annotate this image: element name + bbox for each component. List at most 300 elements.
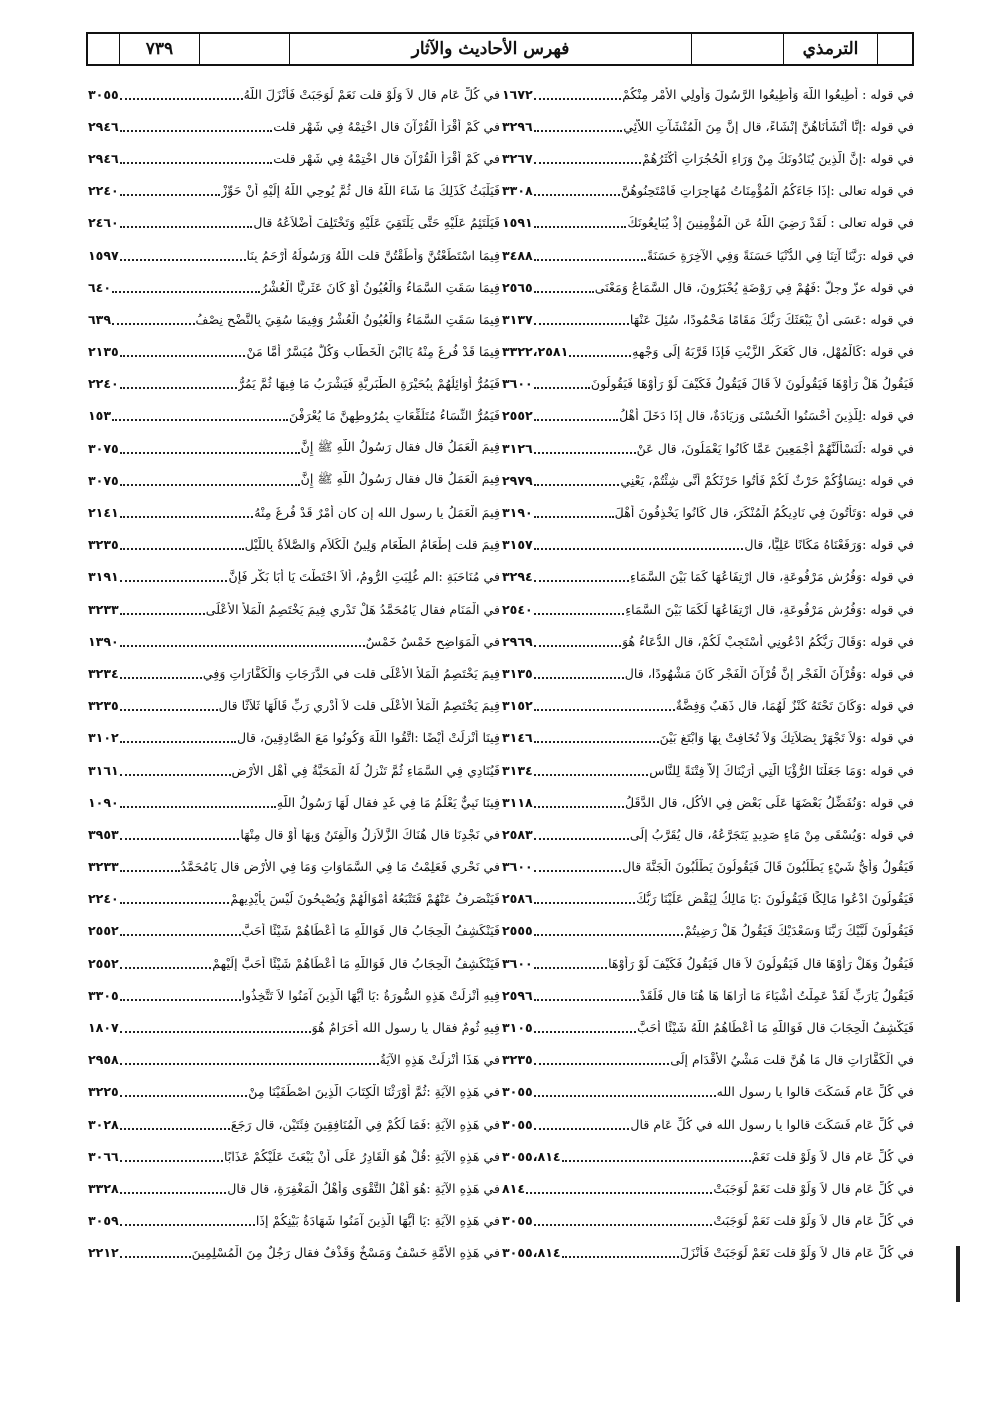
hadith-number: ٣١٣٤ (502, 762, 533, 778)
index-entry (502, 1011, 914, 1043)
index-entry (502, 625, 914, 657)
dot-leader (534, 732, 659, 743)
index-entry (88, 464, 500, 496)
index-entry (502, 561, 914, 593)
entry-text: في كُلِّ عَامٍ فَسَكَتَ قالوا يا رسول الله في كُلِّ عَامٍ قال (630, 1116, 914, 1132)
hadith-number: ٢٥٨٣ (502, 826, 533, 842)
entry-text: فَيَقُولُ وَهَلْ رَأَوْهَا قال فَيَقُولُونَ لاَ قال فَيَقُولُ فَكَيْفَ لَوْ رَأَوْهَا (608, 955, 914, 971)
entry-text: فَيَمُرُّ أَوَائِلُهُمْ بِبُحَيْرَةِ الطَّبَرِيَّةِ فَيَشْرَبُ مَا فِيهَا ثُمَّ يَمُرُّ (238, 376, 500, 392)
dot-leader (534, 958, 607, 969)
index-entry (502, 529, 914, 561)
index-entry (88, 239, 500, 271)
dot-leader (534, 282, 594, 293)
entry-text: في قوله :نِسَاؤُكُمْ حَرْثٌ لَكُمْ فَأْتُوا حَرْثَكُمْ أَنَّى شِئْتُمْ، يَعْنِي (620, 472, 914, 488)
entry-text: في هَذِهِ الأُمَّةِ خَسْفٌ وَمَسْخٌ وَقَذْفٌ فقال رَجُلٌ مِنَ الْمُسْلِمِينَ (191, 1245, 500, 1261)
entry-text: فِيمَ قلت إِطْعَامُ الطَّعَامِ وَلِينُ الْكَلاَمِ وَالصَّلاَةُ بِاللَّيْلِ (244, 537, 500, 553)
dot-leader (534, 700, 675, 711)
index-entry (502, 1172, 914, 1204)
entry-text: في قوله :وَلاَ تَجْهَرْ بِصَلاَتِكَ وَلاَ تُخَافِتْ بِهَا وَابْتَغِ بَيْنَ (659, 730, 914, 746)
entry-text: في قوله :إِنَّ الَّذِينَ يُنَادُونَكَ مِنْ وَرَاءِ الْحُجُرَاتِ أَكْثَرُهُمْ (642, 150, 914, 166)
entry-text: في قوله :وَقُرْآنَ الْفَجْرِ إِنَّ قُرْآنَ الْفَجْرِ كَانَ مَشْهُودًا، قال (624, 665, 914, 681)
hadith-number: ٢٥٨٦ (502, 891, 533, 907)
hadith-number: ٢٩٤٦ (88, 118, 119, 134)
dot-leader (534, 1086, 716, 1097)
hadith-number: ٣٢٣٣ (88, 601, 119, 617)
entry-text: فِيهِ ثُومٌ فقال يا رسول الله أَحَرَامٌ هُوَ (311, 1020, 500, 1036)
index-entry (88, 1140, 500, 1172)
entry-text: في قوله :وَتَأْتُونَ فِي نَادِيكُمُ الْمُنْكَرَ، قال كَانُوا يَخْذِفُونَ أَهْلَ (614, 505, 914, 521)
entry-text: فَيَنْصَرِفُ عَنْهُمْ فَتَتْبَعُهُ أَمْوَالُهُمْ وَيُصْبِحُونَ لَيْسَ بِأَيْدِيهِمْ (230, 891, 500, 907)
dot-leader (526, 1183, 712, 1194)
index-entry (88, 1237, 500, 1269)
index-entry (502, 690, 914, 722)
dot-leader (120, 1054, 379, 1065)
index-entry (502, 336, 914, 368)
index-entry (88, 915, 500, 947)
index-entry (502, 207, 914, 239)
hadith-number: ٣٢٣٥ (502, 1052, 533, 1068)
hadith-number: ٢٥٦٥ (502, 279, 533, 295)
left-column (88, 78, 500, 1269)
margin-mark (956, 1246, 960, 1302)
hadith-number: ٢٢٤٠ (88, 183, 119, 199)
dot-leader (534, 797, 624, 808)
entry-text: فَيَنْكَشِفُ الْحِجَابُ قال فَوَاللَّهِ مَا أَعْطَاهُمْ شَيْئًا أَحَبَّ (241, 923, 500, 939)
entry-text: في هَذَا أُنْزِلَتْ هَذِهِ الآيَةُ (379, 1052, 500, 1068)
entry-text: فِيمَا اسْتَطَعْتُنَّ وَأَطَقْتُنَّ قلت اللَّهُ وَرَسُولُهُ أَرْحَمُ بِنَا (246, 247, 500, 263)
hadith-number: ٣٢٦٧ (502, 150, 533, 166)
dot-leader (534, 1215, 713, 1226)
dot-leader (534, 1022, 636, 1033)
dot-leader (534, 410, 618, 421)
entry-text: في قوله :وَكَانَ تَحْتَهُ كَنْزٌ لَهُمَا، قال ذَهَبٌ وَفِضَّةٌ (675, 698, 914, 714)
index-entry (502, 947, 914, 979)
dot-leader (120, 732, 236, 743)
hadith-number: ٣١٠٢ (88, 730, 119, 746)
hadith-number: ١٥٣ (88, 408, 112, 424)
index-entry (502, 1076, 914, 1108)
entry-text: فَيَلْتَئِمُ عَلَيْهِ حَتَّى يَلْتَقِيَ عَلَيْهِ وَتَخْتَلِفَ أَضْلاَعُهُ قال (253, 215, 500, 231)
index-entry (88, 207, 500, 239)
header-cell-empty (200, 34, 290, 64)
index-entry (502, 851, 914, 883)
entry-text: فَيَمُرُّ النِّسَاءُ مُتَلَفِّعَاتٍ بِمُرُوطِهِنَّ مَا يُعْرَفْنَ (288, 408, 500, 424)
hadith-number: ٣١٩١ (88, 569, 119, 585)
index-entry (502, 1044, 914, 1076)
hadith-number: ٣٩٥٣ (88, 826, 119, 842)
index-entry (88, 690, 500, 722)
entry-text: فَيَقُولُ وَأَيُّ شَيْءٍ يَطْلُبُونَ قَالَ فَيَقُولُونَ يَطْلُبُونَ الْجَنَّةَ قال (622, 859, 914, 875)
index-entry (88, 947, 500, 979)
hadith-number: ١٠٩٠ (88, 794, 119, 810)
dot-leader (534, 443, 636, 454)
dot-leader (534, 925, 683, 936)
hadith-number: ٣١١٨ (502, 794, 533, 810)
dot-leader (534, 990, 639, 1001)
index-entry (88, 1172, 500, 1204)
hadith-number: ٣٠٥٥،٨١٤ (502, 1148, 561, 1164)
entry-text: فَيَقُولُونَ لَبَّيْكَ رَبَّنَا وَسَعْدَيْكَ فَيَقُولُ هَلْ رَضِيتُمْ (684, 923, 914, 939)
dot-leader (120, 1151, 223, 1162)
dot-leader (534, 539, 744, 550)
hadith-number: ٣٠٢٨ (88, 1116, 119, 1132)
hadith-number: ٢٥٥٢ (88, 955, 119, 971)
entry-text: في الْكَفَّارَاتِ قال مَا هُنَّ قلت مَشْيُ الأَقْدَامِ إِلَى (670, 1052, 914, 1068)
index-entry (88, 529, 500, 561)
index-entry (502, 432, 914, 464)
entry-text: فِيمَ يَخْتَصِمُ الْمَلأُ الأَعْلَى قلت في الدَّرَجَاتِ وَالْكَفَّارَاتِ وَفِي (202, 665, 500, 681)
index-entry (88, 142, 500, 174)
dot-leader (120, 475, 300, 486)
entry-text: في قوله : أَطِيعُوا اللَّهَ وَأَطِيعُوا الرَّسُولَ وَأُولِي الأَمْرِ مِنْكُمْ (622, 86, 914, 102)
index-entry (502, 496, 914, 528)
hadith-number: ٣٣٠٥ (88, 987, 119, 1003)
entry-text: فِيمَ يَخْتَصِمُ الْمَلأُ الأَعْلَى قلت لاَ أَدْرِي رَبِّ قَالَهَا ثَلاَثًا قال (218, 698, 500, 714)
index-entry (88, 1011, 500, 1043)
entry-text: فَيَلْبَثُ كَذَلِكَ مَا شَاءَ اللَّهُ قال ثُمَّ يُوحِي اللَّهُ إِلَيْهِ أَنْ حَوِّزْ (221, 183, 500, 199)
entry-text: في نَحْرِي فَعَلِمْتُ مَا فِي السَّمَاوَاتِ وَمَا فِي الأَرْضِ قال يَامُحَمَّدُ (180, 859, 500, 875)
index-entry (502, 142, 914, 174)
entry-text: فِيهِ أُنْزِلَتْ هَذِهِ السُّورَةُ :يَا أَيُّهَا الَّذِينَ آمَنُوا لاَ تَتَّخِذُوا (241, 987, 500, 1003)
index-entry (502, 175, 914, 207)
entry-text: في كُلِّ عَامٍ قال لاَ وَلَوْ قلت نَعَمْ لَوَجَبَتْ (713, 1213, 914, 1229)
hadith-number: ٣١٥٧ (502, 537, 533, 553)
hadith-number: ٨١٤ (502, 1180, 526, 1196)
index-entry (88, 625, 500, 657)
hadith-number: ٣٣٢٨ (88, 1180, 119, 1196)
index-entry (88, 1205, 500, 1237)
hadith-number: ٣١٠٥ (502, 1020, 533, 1036)
entry-text: في مُنَاحَبَةِ :الم غُلِبَتِ الرُّومُ، أَلاَ احْتَطْتَ يَا أَبَا بَكْرٍ فَإِنَّ (228, 569, 500, 585)
index-entry (502, 883, 914, 915)
hadith-number: ٢٥٩٦ (502, 987, 533, 1003)
dot-leader (120, 861, 180, 872)
dot-leader (534, 893, 635, 904)
entry-text: في قوله :وَفُرُشٍ مَرْفُوعَةٍ، قال ارْتِفَاعُهَا لَكَمَا بَيْنَ السَّمَاءِ (625, 601, 914, 617)
hadith-number: ٣٢٣٥ (88, 698, 119, 714)
entry-text: في كَمْ أَقْرَأُ الْقُرْآنَ قال اخْتِمْهُ فِي شَهْرٍ قلت (273, 118, 500, 134)
index-entry (88, 271, 500, 303)
hadith-number: ٦٣٩ (88, 311, 112, 327)
hadith-number: ١٥٩١ (502, 215, 533, 231)
hadith-number: ٣٦٠٠ (502, 955, 533, 971)
hadith-number: ٣١٤٦ (502, 730, 533, 746)
dot-leader (562, 1247, 679, 1258)
index-entry (88, 175, 500, 207)
index-entry (88, 400, 500, 432)
dot-leader (120, 507, 253, 518)
entry-text: فَيَقُولُ هَلْ رَأَوْهَا فَيَقُولُونَ لاَ قَالَ فَيَقُولُ فَكَيْفَ لَوْ رَأَوْهَا فَيَقُولُونَ (590, 376, 914, 392)
dot-leader (534, 1054, 669, 1065)
entry-text: في قوله :وَقَالَ رَبُّكُمُ ادْعُونِي أَسْتَجِبْ لَكُمْ، قال الدُّعَاءُ هُوَ (621, 633, 914, 649)
index-entry (88, 110, 500, 142)
index-entry (502, 368, 914, 400)
page-title: فهرس الأحاديث والآثار (290, 34, 692, 64)
hadith-number: ٣٦٠٠ (502, 376, 533, 392)
dot-leader (120, 829, 240, 840)
entry-text: فِينَا نَبِيٌّ يَعْلَمُ مَا فِي غَدٍ فقال لَهَا رَسُولُ اللَّهِ (276, 794, 500, 810)
right-column (502, 78, 914, 1269)
entry-text: فِيمَ الْعَمَلُ قال فقال رَسُولُ اللَّهِ ﷺ إِنَّ (300, 438, 500, 454)
hadith-number: ٣٣٢٢،٢٥٨١ (502, 344, 569, 360)
entry-text: فِيمَا سَقَتِ السَّمَاءُ وَالْعُيُونُ الْعُشْرُ وَفِيمَا سُقِيَ بِالنَّضْحِ نِصْفُ (195, 311, 500, 327)
book-name: الترمذي (784, 34, 878, 64)
hadith-number: ٣٢٩٦ (502, 118, 533, 134)
hadith-number: ٣٦٠٠ (502, 859, 533, 875)
dot-leader (120, 346, 246, 357)
dot-leader (534, 765, 648, 776)
dot-leader (534, 507, 614, 518)
dot-leader (534, 185, 620, 196)
index-entry (88, 1044, 500, 1076)
entry-text: فِيمَ الْعَمَلُ يا رسول الله إن كان أَمْرٌ قَدْ فُرِغَ مِنْهُ (254, 505, 500, 521)
entry-text: في قوله :كَالْمُهْلِ، قال كَعَكَرِ الزَّيْتِ فَإِذَا قَرَّبَهُ إِلَى وَجْهِهِ (632, 344, 914, 360)
index-entry (88, 979, 500, 1011)
hadith-number: ٢١٤١ (88, 505, 119, 521)
entry-text: في قوله :وَيُسْقَى مِنْ مَاءٍ صَدِيدٍ يَتَجَرَّعُهُ، قال يُقَرَّبُ إِلَى (629, 826, 914, 842)
index-entry (88, 818, 500, 850)
index-entry (502, 786, 914, 818)
index-entry (502, 464, 914, 496)
hadith-number: ١٥٩٧ (88, 247, 119, 263)
hadith-number: ٦٤٠ (88, 279, 112, 295)
hadith-number: ٣١٩٠ (502, 505, 533, 521)
dot-leader (534, 475, 620, 486)
index-entry (502, 979, 914, 1011)
index-entry (502, 239, 914, 271)
hadith-number: ٣٠٦٦ (88, 1148, 119, 1164)
entry-text: في كَمْ أَقْرَأُ الْقُرْآنَ قال اخْتِمْهُ فِي شَهْرٍ قلت (273, 150, 500, 166)
index-entry (88, 883, 500, 915)
entry-text: فِيمَا قَدْ فُرِغَ مِنْهُ يَاابْنَ الْخَطَّابِ وَكُلٌّ مُيَسَّرٌ أَمَّا مَنْ (246, 344, 500, 360)
index-entry (502, 110, 914, 142)
hadith-number: ٢٩٦٩ (502, 633, 533, 649)
hadith-number: ٢٩٥٨ (88, 1052, 119, 1068)
entry-text: في كُلِّ عَامٍ قال لاَ وَلَوْ قلت نَعَمْ لَوَجَبَتْ فَأَنْزَلَ اللَّهُ (243, 86, 500, 102)
hadith-number: ٣٢٣٣ (88, 859, 119, 875)
index-entry (88, 303, 500, 335)
dot-leader (534, 121, 623, 132)
index-entry (88, 78, 500, 110)
entry-text: في قوله تعالى : لَقَدْ رَضِيَ اللَّهُ عَنِ الْمُؤْمِنِينَ إِذْ يُبَايِعُونَكَ (627, 215, 914, 231)
dot-leader (120, 1247, 191, 1258)
dot-leader (534, 636, 621, 647)
dot-leader (120, 571, 228, 582)
dot-leader (120, 250, 246, 261)
entry-text: في قوله :رَبَّنَا آتِنَا فِي الدُّنْيَا حَسَنَةً وَفِي الآخِرَةِ حَسَنَةً (646, 247, 914, 263)
dot-leader (120, 925, 241, 936)
index-entry (502, 818, 914, 850)
dot-leader (120, 443, 300, 454)
entry-text: في هَذِهِ الآيَةِ :قُلْ هُوَ الْقَادِرُ عَلَى أَنْ يَبْعَثَ عَلَيْكُمْ عَذَابًا (224, 1148, 500, 1164)
hadith-number: ٣٤٨٨ (502, 247, 533, 263)
hadith-number: ٢٥٤٠ (502, 601, 533, 617)
index-entry (88, 368, 500, 400)
hadith-number: ٣٠٥٥،٨١٤ (502, 1245, 561, 1261)
page-header (86, 32, 914, 66)
header-cell-empty (878, 34, 912, 64)
entry-text: في قوله :لَنَسْأَلَنَّهُمْ أَجْمَعِينَ عَمَّا كَانُوا يَعْمَلُونَ، قال عَنْ (636, 440, 914, 456)
entry-text: فَيُنَادِي فِي السَّمَاءِ ثُمَّ تَنْزِلُ لَهُ الْمَحَبَّةُ فِي أَهْلِ الأَرْضِ (231, 762, 500, 778)
hadith-number: ٣٢٩٤ (502, 569, 533, 585)
entry-text: في كُلِّ عَامٍ قال لاَ وَلَوْ قلت نَعَمْ لَوَجَبَتْ (713, 1180, 914, 1196)
dot-leader (120, 1119, 230, 1130)
dot-leader (534, 861, 622, 872)
dot-leader (120, 1215, 255, 1226)
entry-text: في قوله :وَرَفَعْنَاهُ مَكَانًا عَلِيًّا، قال (744, 537, 914, 553)
entry-text: في الْمَنَامِ فقال يَامُحَمَّدُ هَلْ تَدْرِي فِيمَ يَخْتَصِمُ الْمَلأُ الأَعْلَى (205, 601, 500, 617)
entry-text: فَيَكْشِفُ الْحِجَابَ قال فَوَاللَّهِ مَا أَعْطَاهُمُ اللَّهُ شَيْئًا أَحَبَّ (637, 1020, 914, 1036)
entry-text: فَيَنْكَشِفُ الْحِجَابُ قال فَوَاللَّهِ مَا أَعْطَاهُمْ شَيْئًا أَحَبَّ إِلَيْهِمْ (212, 955, 500, 971)
index-entry (88, 1108, 500, 1140)
dot-leader (120, 765, 231, 776)
dot-leader (120, 958, 212, 969)
dot-leader (562, 1151, 751, 1162)
dot-leader (120, 1086, 247, 1097)
dot-leader (120, 153, 272, 164)
index-entry (88, 432, 500, 464)
entry-text: في الْمَوَاضِحِ خَمْسٌ خَمْسٌ (365, 633, 500, 649)
entry-text: فَيَقُولُ يَارَبِّ لَقَدْ عَمِلْتُ أَشْيَاءَ مَا أَرَاهَا هَا هُنَا قال فَلَقَدْ (640, 987, 914, 1003)
dot-leader (120, 990, 241, 1001)
hadith-number: ٢١٣٥ (88, 344, 119, 360)
dot-leader (534, 153, 642, 164)
dot-leader (120, 378, 237, 389)
index-entry (88, 754, 500, 786)
dot-leader (120, 185, 220, 196)
hadith-number: ٢٢٤٠ (88, 891, 119, 907)
dot-leader (120, 1183, 227, 1194)
dot-leader (120, 797, 276, 808)
hadith-number: ٣٠٥٩ (88, 1213, 119, 1229)
dot-leader (112, 282, 260, 293)
dot-leader (534, 1119, 630, 1130)
entry-text: في قوله :لِلَّذِينَ أَحْسَنُوا الْحُسْنَى وَزِيَادَةٌ، قال إِذَا دَخَلَ أَهْلُ (619, 408, 914, 424)
index-entry (502, 915, 914, 947)
entry-text: في هَذِهِ الآيَةِ :يَا أَيُّهَا الَّذِينَ آمَنُوا شَهَادَةُ بَيْنِكُمْ إِذَا (255, 1213, 500, 1229)
entry-text: في كُلِّ عَامٍ فَسَكَتَ قالوا يا رسول الله (716, 1084, 914, 1100)
entry-text: في قوله :إِنَّا أَنْشَأْنَاهُنَّ إِنْشَاءً، قال إِنَّ مِنَ الْمُنْشَآتِ اللاَّئِي (623, 118, 914, 134)
hadith-number: ١٨٠٧ (88, 1020, 119, 1036)
hadith-number: ٢٢٤٠ (88, 376, 119, 392)
hadith-number: ٣٠٥٥ (502, 1213, 533, 1229)
dot-leader (534, 314, 629, 325)
index-entry (502, 657, 914, 689)
index-entry (502, 400, 914, 432)
dot-leader (534, 217, 627, 228)
index-entry (502, 78, 914, 110)
hadith-number: ٢٩٤٦ (88, 150, 119, 166)
dot-leader (120, 636, 365, 647)
dot-leader (120, 1022, 311, 1033)
index-entry (88, 851, 500, 883)
hadith-number: ٢٩٧٩ (502, 472, 533, 488)
hadith-number: ٢٤٦٠ (88, 215, 119, 231)
index-entry (502, 754, 914, 786)
entry-text: فِينَا أُنْزِلَتْ أَيْضًا :اتَّقُوا اللَّهَ وَكُونُوا مَعَ الصَّادِقِينَ، قال (236, 730, 500, 746)
hadith-number: ٢٥٥٥ (502, 923, 533, 939)
entry-text: في هَذِهِ الآيَةِ :فَمَا لَكُمْ فِي الْمُنَافِقِينَ فِئَتَيْنِ، قال رَجَعَ (230, 1116, 500, 1132)
hadith-number: ٣٣٠٨ (502, 183, 533, 199)
index-entry (502, 1108, 914, 1140)
dot-leader (120, 89, 243, 100)
entry-text: في قوله عزّ وجلّ :فَهُمْ فِي رَوْضَةٍ يُحْبَرُونَ، قال السَّمَاعُ وَمَعْنَى (594, 279, 914, 295)
hadith-number: ٣٢٢٥ (88, 1084, 119, 1100)
hadith-number: ٣٠٥٥ (502, 1116, 533, 1132)
entry-text: فِيمَا سَقَتِ السَّمَاءُ وَالْعُيُونُ أَوْ كَانَ عَثَرِيًّا الْعُشْرُ (261, 279, 500, 295)
hadith-number: ٣٠٧٥ (88, 440, 119, 456)
entry-text: في قوله تعالى :إِذَا جَاءَكُمُ الْمُؤْمِنَاتُ مُهَاجِرَاتٍ فَامْتَحِنُوهُنَّ (620, 183, 914, 199)
hadith-number: ١٣٩٠ (88, 633, 119, 649)
hadith-number: ٣١٣٧ (502, 311, 533, 327)
entry-text: في نَجْدِنَا قال هُنَاكَ الزَّلاَزِلُ وَالْفِتَنُ وَبِهَا أَوْ قال مِنْهَا (240, 826, 500, 842)
index-entry (88, 336, 500, 368)
hadith-number: ٢٥٥٢ (502, 408, 533, 424)
index-entry (88, 1076, 500, 1108)
index-entry (88, 561, 500, 593)
dot-leader (120, 604, 205, 615)
header-cell-empty (692, 34, 784, 64)
index-entry (88, 657, 500, 689)
dot-leader (120, 668, 202, 679)
hadith-number: ٣٢٣٤ (88, 665, 119, 681)
dot-leader (534, 250, 646, 261)
entry-text: في قوله :عَسَى أَنْ يَبْعَثَكَ رَبُّكَ مَقَامًا مَحْمُودًا، سُئِلَ عَنْهَا (629, 311, 914, 327)
dot-leader (534, 829, 629, 840)
page-number: ٧٣٩ (120, 34, 200, 64)
dot-leader (534, 89, 621, 100)
dot-leader (120, 121, 272, 132)
dot-leader (120, 700, 218, 711)
entry-text: في قوله :وَنُفَضِّلُ بَعْضَهَا عَلَى بَعْضٍ فِي الأُكُلِ، قال الدَّقَلُ (625, 794, 914, 810)
entry-text: فَيَقُولُونَ ادْعُوا مَالِكًا فَيَقُولُونَ :يَا مَالِكُ لِيَقْضِ عَلَيْنَا رَبُّكَ (636, 891, 914, 907)
index-entry (502, 722, 914, 754)
hadith-number: ٣١٦١ (88, 762, 119, 778)
index-entry (502, 1140, 914, 1172)
header-cell-empty (88, 34, 120, 64)
dot-leader (112, 410, 288, 421)
index-entry (502, 1237, 914, 1269)
index-entry (88, 496, 500, 528)
hadith-number: ٣٢٣٥ (88, 537, 119, 553)
index-entry (88, 786, 500, 818)
hadith-number: ٢٢١٢ (88, 1245, 119, 1261)
dot-leader (534, 571, 629, 582)
index-entry (88, 593, 500, 625)
dot-leader (120, 539, 244, 550)
index-entry (502, 271, 914, 303)
dot-leader (112, 314, 194, 325)
dot-leader (534, 668, 624, 679)
hadith-number: ٣١٥٢ (502, 698, 533, 714)
hadith-number: ٢٥٥٢ (88, 923, 119, 939)
dot-leader (534, 378, 590, 389)
entry-text: في قوله :وَفُرُشٍ مَرْفُوعَةٍ، قال ارْتِفَاعُهَا كَمَا بَيْنَ السَّمَاءِ (630, 569, 914, 585)
entry-text: في كُلِّ عَامٍ قال لاَ وَلَوْ قلت نَعَمْ لَوَجَبَتْ فَأَنْزَلَ (679, 1245, 914, 1261)
entry-text: في هَذِهِ الآيَةِ :هُوَ أَهْلُ التَّقْوَى وَأَهْلُ الْمَغْفِرَةِ، قال قال (227, 1180, 500, 1196)
hadith-number: ٣٠٥٥ (88, 86, 119, 102)
index-entry (88, 722, 500, 754)
index-entry (502, 1205, 914, 1237)
hadith-number: ١٦٧٢ (502, 86, 533, 102)
index-entry (502, 593, 914, 625)
hadith-number: ٣٠٥٥ (502, 1084, 533, 1100)
dot-leader (569, 346, 631, 357)
dot-leader (120, 893, 230, 904)
entry-text: في كُلِّ عَامٍ قال لاَ وَلَوْ قلت نَعَمْ (751, 1148, 914, 1164)
dot-leader (120, 217, 253, 228)
hadith-number: ٣١٣٥ (502, 665, 533, 681)
